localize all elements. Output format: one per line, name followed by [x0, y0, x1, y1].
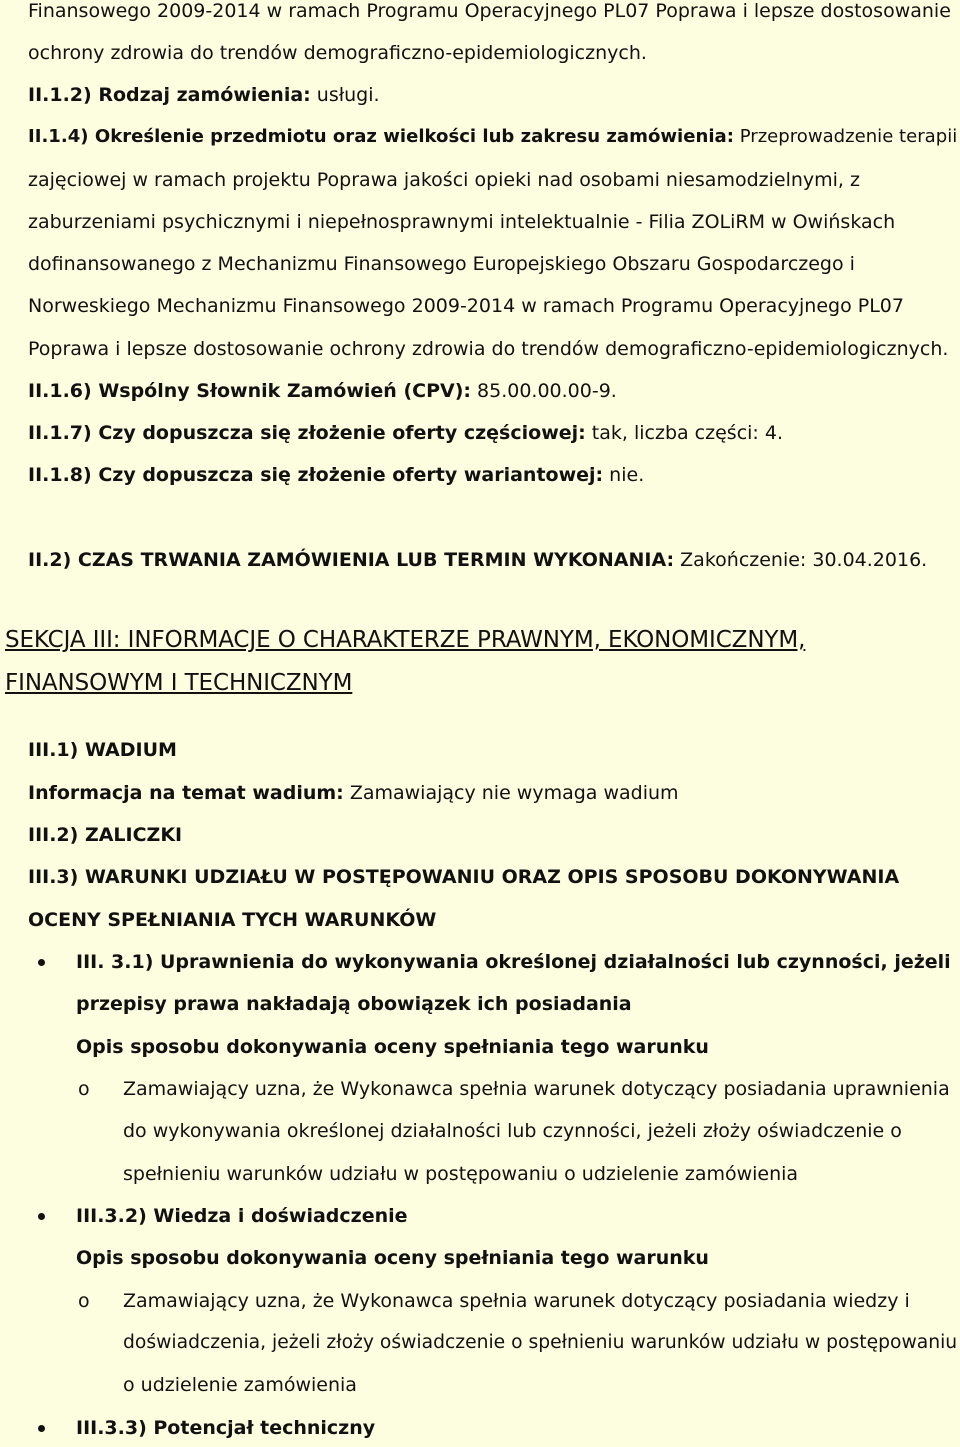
- condition-item-line: o udzielenie zamówienia: [123, 1374, 357, 1396]
- condition-opis-label: Opis sposobu dokonywania oceny spełniania tego warunku: [76, 1247, 709, 1269]
- subsection-title-warunki: III.3) WARUNKI UDZIAŁU W POSTĘPOWANIU ORAZ OPIS SPOSOBU DOKONYWANIA: [28, 866, 900, 888]
- text-line: Finansowego 2009-2014 w ramach Programu Operacyjnego PL07 Poprawa i lepsze dostosowanie: [28, 0, 951, 22]
- field-value: nie.: [603, 464, 645, 486]
- text-line: ochrony zdrowia do trendów demograficzno-epidemiologicznych.: [28, 42, 647, 64]
- condition-title: przepisy prawa nakładają obowiązek ich posiadania: [76, 993, 632, 1015]
- text-line: Norweskiego Mechanizmu Finansowego 2009-2014 w ramach Programu Operacyjnego PL07: [28, 295, 904, 317]
- condition-item-line: spełnieniu warunków udziału w postępowaniu o udzielenie zamówienia: [123, 1163, 799, 1185]
- condition-item-line: Zamawiający uzna, że Wykonawca spełnia warunek dotyczący posiadania wiedzy i: [123, 1290, 910, 1312]
- field-label: II.1.2) Rodzaj zamówienia:: [28, 84, 311, 106]
- field-value: Zamawiający nie wymaga wadium: [343, 782, 679, 804]
- condition-title: III.3.3) Potencjał techniczny: [76, 1417, 376, 1439]
- field-label: II.1.7) Czy dopuszcza się złożenie oferty częściowej:: [28, 422, 586, 444]
- field-value: Przeprowadzenie terapii: [733, 126, 958, 147]
- bullet-circle-icon: o: [78, 1290, 90, 1312]
- condition-title: III.3.2) Wiedza i doświadczenie: [76, 1205, 408, 1227]
- field-label: Informacja na temat wadium:: [28, 782, 344, 804]
- text-line: zaburzeniami psychicznymi i niepełnosprawnymi intelektualnie - Filia ZOLiRM w Owińskach: [28, 211, 896, 233]
- field-value: 85.00.00.00-9.: [470, 380, 617, 402]
- text-line: zajęciowej w ramach projektu Poprawa jakości opieki nad osobami niesamodzielnymi, z: [28, 169, 860, 191]
- condition-opis-label: Opis sposobu dokonywania oceny spełniania tego warunku: [76, 1036, 709, 1058]
- bullet-dot-icon: [38, 959, 45, 966]
- text-line: dofinansowanego z Mechanizmu Finansowego Europejskiego Obszaru Gospodarczego i: [28, 253, 855, 275]
- field-czas-trwania: [28, 549, 927, 571]
- field-label: II.1.8) Czy dopuszcza się złożenie oferty wariantowej:: [28, 464, 604, 486]
- field-value: usługi.: [310, 84, 380, 106]
- field-label: II.2) CZAS TRWANIA ZAMÓWIENIA LUB TERMIN WYKONANIA:: [28, 549, 675, 571]
- bullet-circle-icon: o: [78, 1078, 90, 1100]
- field-wadium: [28, 782, 679, 804]
- field-label: II.1.4) Określenie przedmiotu oraz wielkości lub zakresu zamówienia:: [28, 126, 734, 147]
- field-cpv: [28, 380, 617, 402]
- subsection-title-warunki: OCENY SPEŁNIANIA TYCH WARUNKÓW: [28, 909, 437, 931]
- field-oferta-czesciowa: [28, 422, 783, 444]
- field-value: Zakończenie: 30.04.2016.: [674, 549, 928, 571]
- bullet-dot-icon: [38, 1213, 45, 1220]
- bullet-dot-icon: [38, 1425, 45, 1432]
- subsection-title-wadium: III.1) WADIUM: [28, 739, 177, 761]
- field-rodzaj-zamowienia: [28, 84, 380, 106]
- condition-item-line: do wykonywania określonej działalności lub czynności, jeżeli złoży oświadczenie o: [123, 1120, 902, 1142]
- section-heading: SEKCJA III: INFORMACJE O CHARAKTERZE PRAWNYM, EKONOMICZNYM,: [5, 627, 806, 653]
- condition-item-line: Zamawiający uzna, że Wykonawca spełnia warunek dotyczący posiadania uprawnienia: [123, 1078, 950, 1100]
- field-value: tak, liczba części: 4.: [585, 422, 783, 444]
- condition-title: III. 3.1) Uprawnienia do wykonywania określonej działalności lub czynności, jeżeli: [76, 951, 951, 973]
- field-oferta-wariantowa: [28, 464, 644, 486]
- field-przedmiot-zamowienia: [28, 126, 957, 148]
- field-label: II.1.6) Wspólny Słownik Zamówień (CPV):: [28, 380, 471, 402]
- subsection-title-zaliczki: III.2) ZALICZKI: [28, 824, 183, 846]
- text-line: Poprawa i lepsze dostosowanie ochrony zdrowia do trendów demograficzno-epidemiologicznych.: [28, 338, 949, 360]
- section-heading: FINANSOWYM I TECHNICZNYM: [5, 670, 353, 696]
- condition-item-line: doświadczenia, jeżeli złoży oświadczenie o spełnieniu warunków udziału w postępowaniu: [123, 1332, 958, 1353]
